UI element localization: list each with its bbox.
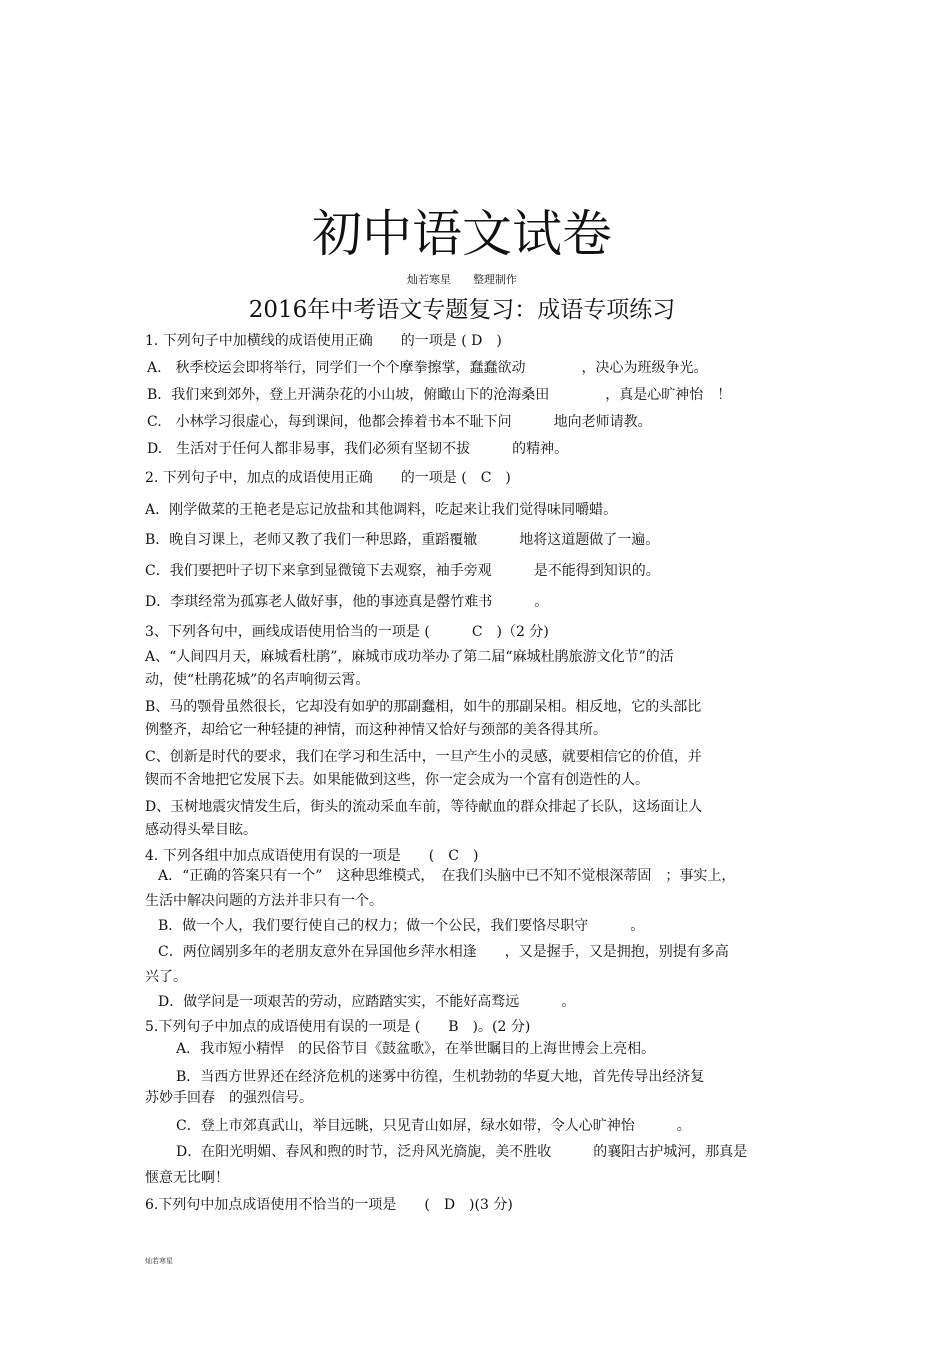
question-4: 4. 下列各组中加点成语使用有误的一项是 ( C ) [145, 848, 479, 864]
q3-option-b-line2: 例整齐，却给它一种轻捷的神情，而这种神情又恰好与颈部的美各得其所。 [145, 722, 607, 738]
q1-option-a: A. 秋季校运会即将举行，同学们一个个摩拳擦掌，蠢蠢欲动 ，决心为班级争光。 [147, 360, 708, 376]
question-1: 1. 下列句子中加横线的成语使用正确 的一项是 ( D ) [145, 333, 502, 349]
q5-option-a: A．我市短小精悍 的民俗节目《鼓盆歌》，在举世瞩目的上海世博会上亮相。 [176, 1041, 656, 1057]
q2-option-c: C．我们要把叶子切下来拿到显微镜下去观察，袖手旁观 是不能得到知识的。 [145, 563, 660, 579]
question-2: 2. 下列句子中，加点的成语使用正确 的一项是 ( C ) [145, 470, 511, 486]
author-line: 灿若寒星 整理制作 [407, 273, 517, 286]
q3-option-d-line1: D、玉树地震灾情发生后，街头的流动采血车前，等待献血的群众排起了长队，这场面让人 [145, 799, 703, 815]
q5-option-d-line2: 惬意无比啊！ [145, 1170, 229, 1186]
q3-option-c-line1: C、创新是时代的要求，我们在学习和生活中，一旦产生小的灵感，就要相信它的价值，并 [145, 749, 702, 765]
page-title: 初中语文试卷 [312, 205, 612, 263]
q5-option-b-line1: B．当西方世界还在经济危机的迷雾中彷徨，生机勃勃的华夏大地，首先传导出经济复 [176, 1069, 705, 1085]
q4-option-c-line2: 兴了。 [145, 969, 187, 985]
q3-option-c-line2: 锲而不舍地把它发展下去。如果能做到这些，你一定会成为一个富有创造性的人。 [145, 772, 649, 788]
q1-option-d: D. 生活对于任何人都非易事，我们必须有坚韧不拔 的精神。 [147, 441, 569, 457]
q3-option-d-line2: 感动得头晕目眩。 [145, 822, 257, 838]
q4-option-a-line2: 生活中解决问题的方法并非只有一个。 [145, 893, 383, 909]
q3-option-a-line1: A、“人间四月天，麻城看杜鹃”，麻城市成功举办了第二届“麻城杜鹃旅游文化节”的活 [145, 649, 674, 665]
q5-option-b-line2: 苏妙手回春 的强烈信号。 [145, 1090, 313, 1106]
question-6: 6.下列句中加点成语使用不恰当的一项是 ( D )(3 分) [145, 1197, 513, 1213]
page-footer: 灿若寒星 [145, 1257, 173, 1265]
q4-option-a-line1: A．“正确的答案只有一个” 这种思维模式， 在我们头脑中已不知不觉根深蒂固 ；事实上， [158, 868, 736, 884]
page-subtitle: 2016年中考语文专题复习：成语专项练习 [248, 297, 676, 323]
q4-option-b: B．做一个人，我们要行使自己的权力；做一个公民，我们要恪尽职守 。 [158, 918, 645, 934]
q4-option-d: D．做学问是一项艰苦的劳动，应踏踏实实，不能好高骛远 。 [158, 994, 576, 1010]
q3-option-b-line1: B、马的颚骨虽然很长，它却没有如驴的那副蠢相，如牛的那副呆相。相反地，它的头部比 [145, 699, 702, 715]
q5-option-d-line1: D．在阳光明媚、春风和煦的时节，泛舟风光旖旎，美不胜收 的襄阳古护城河，那真是 [176, 1144, 748, 1160]
q2-option-b: B．晚自习课上，老师又教了我们一种思路，重蹈覆辙 地将这道题做了一遍。 [145, 532, 660, 548]
q2-option-a: A．刚学做菜的王艳老是忘记放盐和其他调料，吃起来让我们觉得味同嚼蜡。 [145, 502, 618, 518]
q2-option-d: D．李琪经常为孤寡老人做好事，他的事迹真是罄竹难书 。 [145, 594, 549, 610]
q5-option-c: C．登上市郊真武山，举目远眺，只见青山如屏，绿水如带，令人心旷神怡 。 [176, 1118, 691, 1134]
question-5: 5.下列句子中加点的成语使用有误的一项是 ( B )。(2 分) [145, 1019, 531, 1035]
question-3: 3、下列各句中，画线成语使用恰当的一项是 ( C )（2 分) [145, 624, 549, 640]
q1-option-b: B．我们来到郊外，登上开满杂花的小山坡，俯瞰山下的沧海桑田 ，真是心旷神怡 ！ [147, 387, 732, 403]
q1-option-c: C. 小林学习很虚心，每到课间，他都会捧着书本不耻下问 地向老师请教。 [147, 414, 652, 430]
q4-option-c-line1: C．两位阔别多年的老朋友意外在异国他乡萍水相逢 ，又是握手，又是拥抱，别提有多高 [158, 944, 729, 960]
q3-option-a-line2: 动，使“杜鹃花城”的名声响彻云霄。 [145, 672, 370, 688]
